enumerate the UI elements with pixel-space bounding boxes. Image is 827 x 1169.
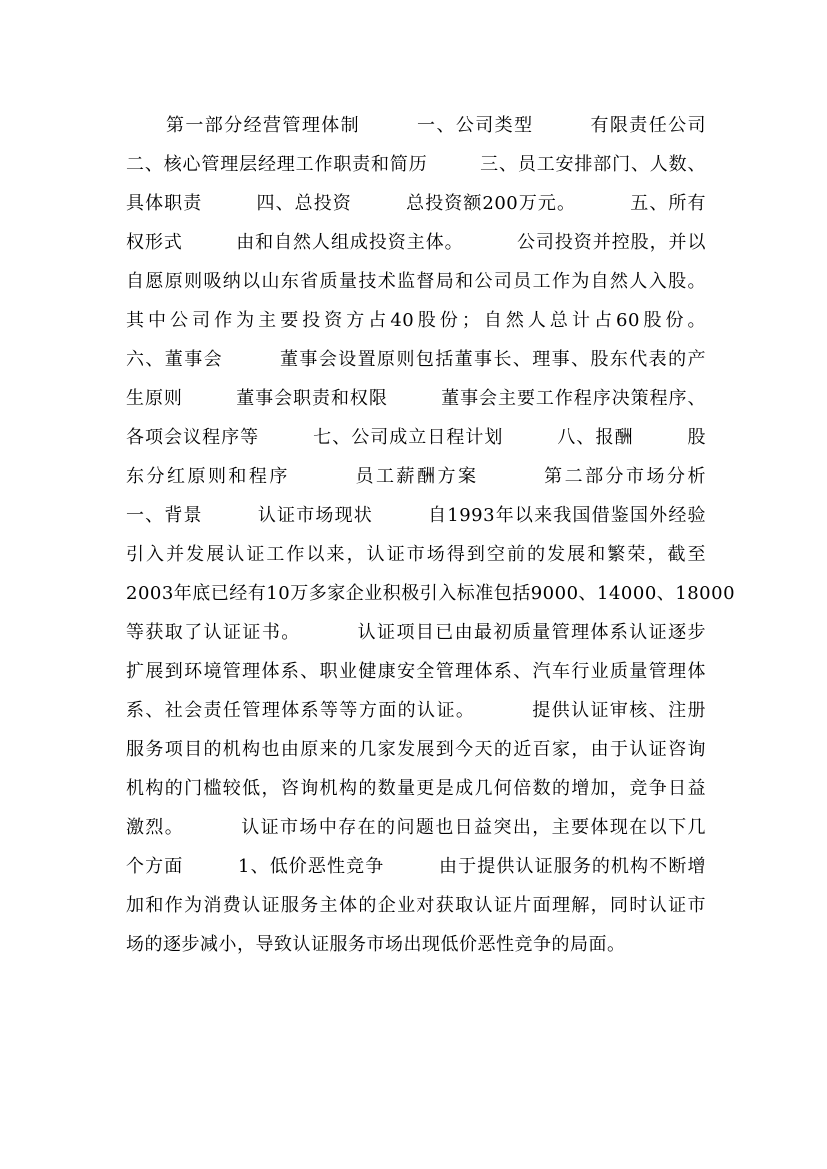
text-line: 一、背景 认证市场现状 自1993年以来我国借鉴国外经验 — [126, 505, 706, 526]
text-line: 各项会议程序等 七、公司成立日程计划 八、报酬 股 — [126, 427, 706, 448]
text-line: 二、核心管理层经理工作职责和简历 三、员工安排部门、人数、 — [126, 154, 706, 175]
text-line: 东分红原则和程序 员工薪酬方案 第二部分市场分析 — [126, 466, 706, 487]
text-line: 个方面 1、低价恶性竞争 由于提供认证服务的机构不断增 — [126, 856, 706, 877]
text-line: 服务项目的机构也由原来的几家发展到今天的近百家，由于认证咨询 — [126, 739, 706, 760]
text-line: 机构的门槛较低，咨询机构的数量更是成几何倍数的增加，竞争日益 — [126, 778, 706, 799]
text-line: 2003年底已经有10万多家企业积极引入标准包括9000、14000、18000 — [126, 583, 736, 604]
text-line: 权形式 由和自然人组成投资主体。 公司投资并控股，并以 — [126, 232, 706, 253]
text-line: 加和作为消费认证服务主体的企业对获取认证片面理解，同时认证市 — [126, 895, 706, 916]
text-line: 第一部分经营管理体制 一、公司类型 有限责任公司 — [166, 115, 706, 136]
text-line: 系、社会责任管理体系等等方面的认证。 提供认证审核、注册 — [126, 700, 706, 721]
text-line: 激烈。 认证市场中存在的问题也日益突出，主要体现在以下几 — [126, 817, 706, 838]
text-line: 其中公司作为主要投资方占40股份；自然人总计占60股份。 — [126, 310, 706, 331]
text-line: 生原则 董事会职责和权限 董事会主要工作程序决策程序、 — [126, 388, 706, 409]
body-text — [126, 106, 736, 964]
text-line: 引入并发展认证工作以来，认证市场得到空前的发展和繁荣，截至 — [126, 544, 706, 565]
text-line: 扩展到环境管理体系、职业健康安全管理体系、汽车行业质量管理体 — [126, 661, 706, 682]
text-line: 等获取了认证证书。 认证项目已由最初质量管理体系认证逐步 — [126, 622, 706, 643]
text-line: 具体职责 四、总投资 总投资额200万元。 五、所有 — [126, 193, 706, 214]
text-line: 场的逐步减小，导致认证服务市场出现低价恶性竞争的局面。 — [126, 934, 626, 955]
text-line: 六、董事会 董事会设置原则包括董事长、理事、股东代表的产 — [126, 349, 706, 370]
text-line: 自愿原则吸纳以山东省质量技术监督局和公司员工作为自然人入股。 — [126, 271, 706, 292]
